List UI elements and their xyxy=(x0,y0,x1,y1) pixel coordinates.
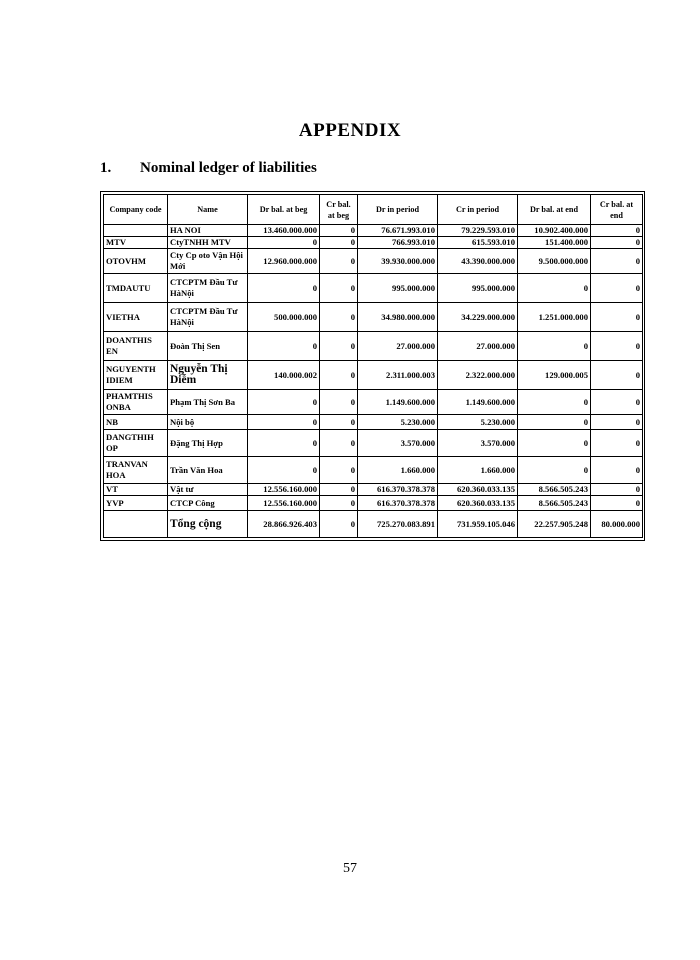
table-row xyxy=(104,225,643,237)
cell-company-code: NB xyxy=(104,415,168,430)
cell-company-code: VT xyxy=(104,484,168,496)
cell-amount: 2.322.000.000 xyxy=(438,361,518,390)
cell-amount: 0 xyxy=(591,484,643,496)
cell-amount: 0 xyxy=(320,457,358,484)
cell-amount: 995.000.000 xyxy=(358,274,438,303)
section-number: 1. xyxy=(100,160,112,176)
table-row xyxy=(104,332,643,361)
cell-amount: 616.370.378.378 xyxy=(358,484,438,496)
cell-name: Đoàn Thị Sen xyxy=(168,332,248,361)
cell-amount: 0 xyxy=(591,274,643,303)
cell-amount: 34.980.000.000 xyxy=(358,303,438,332)
cell-amount: 27.000.000 xyxy=(358,332,438,361)
cell-amount: 0 xyxy=(591,361,643,390)
table-row xyxy=(104,457,643,484)
cell-name: CtyTNHH MTV xyxy=(168,237,248,249)
cell-amount: 0 xyxy=(248,332,320,361)
cell-amount: 0 xyxy=(591,415,643,430)
cell-amount: 5.230.000 xyxy=(438,415,518,430)
cell-name: Tổng cộng xyxy=(168,511,248,538)
table-row xyxy=(104,274,643,303)
cell-company-code: OTOVHM xyxy=(104,249,168,274)
cell-amount: 0 xyxy=(320,225,358,237)
cell-amount: 12.960.000.000 xyxy=(248,249,320,274)
cell-amount: 0 xyxy=(248,457,320,484)
header-dr-beg: Dr bal. at beg xyxy=(248,195,320,225)
cell-amount: 28.866.926.403 xyxy=(248,511,320,538)
table-header-row xyxy=(104,195,643,225)
cell-amount: 0 xyxy=(320,274,358,303)
cell-amount: 0 xyxy=(248,390,320,415)
cell-amount: 0 xyxy=(591,237,643,249)
cell-amount: 0 xyxy=(320,237,358,249)
cell-name: Vật tư xyxy=(168,484,248,496)
cell-amount: 1.251.000.000 xyxy=(518,303,591,332)
cell-amount: 766.993.010 xyxy=(358,237,438,249)
cell-amount: 0 xyxy=(518,415,591,430)
cell-amount: 0 xyxy=(248,274,320,303)
cell-amount: 0 xyxy=(320,361,358,390)
cell-amount: 0 xyxy=(518,332,591,361)
cell-amount: 615.593.010 xyxy=(438,237,518,249)
cell-amount: 76.671.993.010 xyxy=(358,225,438,237)
ledger-table-frame xyxy=(100,191,645,541)
cell-company-code: MTV xyxy=(104,237,168,249)
table-row xyxy=(104,390,643,415)
cell-amount: 12.556.160.000 xyxy=(248,484,320,496)
cell-amount: 80.000.000 xyxy=(591,511,643,538)
cell-amount: 0 xyxy=(591,303,643,332)
cell-amount: 0 xyxy=(320,511,358,538)
cell-company-code xyxy=(104,225,168,237)
cell-amount: 9.500.000.000 xyxy=(518,249,591,274)
cell-company-code: TRANVAN HOA xyxy=(104,457,168,484)
ledger-table xyxy=(103,194,643,538)
cell-amount: 0 xyxy=(320,430,358,457)
cell-amount: 3.570.000 xyxy=(438,430,518,457)
cell-company-code: DOANTHIS EN xyxy=(104,332,168,361)
cell-amount: 39.930.000.000 xyxy=(358,249,438,274)
header-cr-end: Cr bal. at end xyxy=(591,195,643,225)
table-row xyxy=(104,303,643,332)
cell-name: Trần Văn Hoa xyxy=(168,457,248,484)
cell-amount: 620.360.033.135 xyxy=(438,484,518,496)
cell-name: CTCPTM Đầu Tư HàNội xyxy=(168,303,248,332)
cell-amount: 0 xyxy=(591,457,643,484)
cell-name: CTCP Công xyxy=(168,496,248,511)
cell-amount: 620.360.033.135 xyxy=(438,496,518,511)
cell-amount: 0 xyxy=(248,415,320,430)
table-row xyxy=(104,484,643,496)
table-row xyxy=(104,237,643,249)
cell-name: HA NOI xyxy=(168,225,248,237)
cell-company-code: VIETHA xyxy=(104,303,168,332)
cell-company-code: NGUYENTH IDIEM xyxy=(104,361,168,390)
cell-amount: 0 xyxy=(518,457,591,484)
header-company-code: Company code xyxy=(104,195,168,225)
cell-amount: 500.000.000 xyxy=(248,303,320,332)
page-title: APPENDIX xyxy=(298,120,402,141)
cell-amount: 0 xyxy=(320,484,358,496)
cell-name: Nguyễn Thị Diễm xyxy=(168,361,248,390)
cell-name: Phạm Thị Sơn Ba xyxy=(168,390,248,415)
cell-amount: 0 xyxy=(320,496,358,511)
table-row xyxy=(104,415,643,430)
cell-amount: 0 xyxy=(591,225,643,237)
cell-name: Nội bộ xyxy=(168,415,248,430)
cell-amount: 616.370.378.378 xyxy=(358,496,438,511)
cell-amount: 1.149.600.000 xyxy=(358,390,438,415)
table-row xyxy=(104,496,643,511)
cell-amount: 1.149.600.000 xyxy=(438,390,518,415)
cell-amount: 140.000.002 xyxy=(248,361,320,390)
header-dr-period: Dr in period xyxy=(358,195,438,225)
cell-name: CTCPTM Đầu Tư HàNội xyxy=(168,274,248,303)
table-row xyxy=(104,430,643,457)
cell-name: Cty Cp oto Vận Hội Mới xyxy=(168,249,248,274)
cell-amount: 0 xyxy=(591,332,643,361)
cell-amount: 1.660.000 xyxy=(358,457,438,484)
cell-amount: 995.000.000 xyxy=(438,274,518,303)
cell-amount: 12.556.160.000 xyxy=(248,496,320,511)
cell-amount: 151.400.000 xyxy=(518,237,591,249)
cell-amount: 0 xyxy=(591,249,643,274)
cell-company-code: TMDAUTU xyxy=(104,274,168,303)
cell-amount: 8.566.505.243 xyxy=(518,484,591,496)
cell-company-code xyxy=(104,511,168,538)
cell-name: Đặng Thị Hợp xyxy=(168,430,248,457)
cell-amount: 725.270.083.891 xyxy=(358,511,438,538)
cell-amount: 43.390.000.000 xyxy=(438,249,518,274)
cell-company-code: YVP xyxy=(104,496,168,511)
cell-amount: 0 xyxy=(518,390,591,415)
cell-amount: 27.000.000 xyxy=(438,332,518,361)
cell-company-code: PHAMTHIS ONBA xyxy=(104,390,168,415)
cell-amount: 0 xyxy=(518,430,591,457)
cell-amount: 129.000.005 xyxy=(518,361,591,390)
cell-amount: 3.570.000 xyxy=(358,430,438,457)
table-row xyxy=(104,511,643,538)
cell-amount: 0 xyxy=(248,237,320,249)
cell-amount: 22.257.905.248 xyxy=(518,511,591,538)
cell-amount: 0 xyxy=(591,430,643,457)
cell-amount: 1.660.000 xyxy=(438,457,518,484)
cell-amount: 0 xyxy=(248,430,320,457)
cell-amount: 0 xyxy=(320,332,358,361)
cell-company-code: DANGTHIH OP xyxy=(104,430,168,457)
cell-amount: 34.229.000.000 xyxy=(438,303,518,332)
cell-amount: 0 xyxy=(320,249,358,274)
cell-amount: 0 xyxy=(320,303,358,332)
cell-amount: 0 xyxy=(591,390,643,415)
header-name: Name xyxy=(168,195,248,225)
cell-amount: 79.229.593.010 xyxy=(438,225,518,237)
cell-amount: 10.902.400.000 xyxy=(518,225,591,237)
cell-amount: 0 xyxy=(591,496,643,511)
cell-amount: 0 xyxy=(518,274,591,303)
section-title: Nominal ledger of liabilities xyxy=(140,160,317,176)
table-row xyxy=(104,361,643,390)
cell-amount: 5.230.000 xyxy=(358,415,438,430)
header-dr-end: Dr bal. at end xyxy=(518,195,591,225)
section-heading xyxy=(100,160,317,177)
header-cr-beg: Cr bal. at beg xyxy=(320,195,358,225)
page-number: 57 xyxy=(343,861,357,876)
cell-amount: 0 xyxy=(320,415,358,430)
table-row xyxy=(104,249,643,274)
header-cr-period: Cr in period xyxy=(438,195,518,225)
cell-amount: 2.311.000.003 xyxy=(358,361,438,390)
cell-amount: 8.566.505.243 xyxy=(518,496,591,511)
cell-amount: 13.460.000.000 xyxy=(248,225,320,237)
cell-amount: 0 xyxy=(320,390,358,415)
cell-amount: 731.959.105.046 xyxy=(438,511,518,538)
